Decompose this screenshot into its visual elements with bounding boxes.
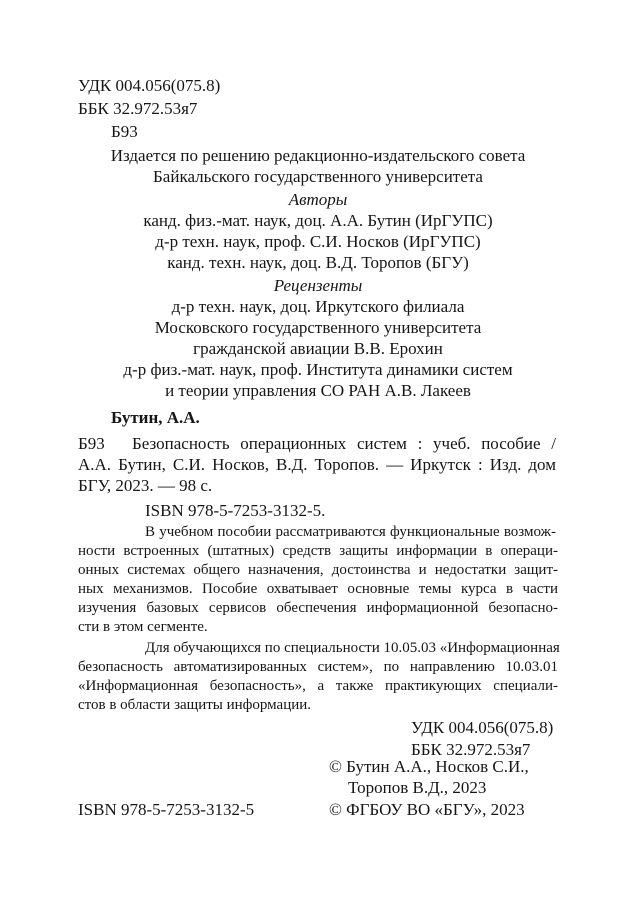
annotation-p1-line-1: В учебном пособии рассматриваются функциональные возмож- — [145, 524, 556, 540]
copyright-line-3: © ФГБОУ ВО «БГУ», 2023 — [329, 800, 525, 819]
annotation-p1-line-5: изучения базовых сервисов обеспечения информационной безопасно- — [78, 600, 558, 616]
catalog-author-heading: Бутин, А.А. — [111, 408, 200, 427]
catalog-isbn: ISBN 978-5-7253-3132-5. — [145, 501, 326, 520]
author-line-1: канд. физ.-мат. наук, доц. А.А. Бутин (ИрГУПС) — [143, 211, 493, 230]
copyright-line-2: Торопов В.Д., 2023 — [348, 778, 487, 797]
reviewer-line-4: д-р физ.-мат. наук, проф. Института динамики систем — [123, 360, 513, 379]
bbk-code-top: ББК 32.972.53я7 — [78, 99, 198, 118]
bbk-code-bottom: ББК 32.972.53я7 — [411, 740, 531, 759]
annotation-p2-line-3: «Информационная безопасность», а также практикующих специали- — [78, 678, 558, 694]
annotation-p2-line-1: Для обучающихся по специальности 10.05.03 «Информационная — [145, 640, 560, 656]
reviewer-line-5: и теории управления СО РАН А.В. Лакеев — [165, 381, 471, 400]
annotation-p2-line-4: стов в области защиты информации. — [78, 697, 312, 713]
author-mark-top: Б93 — [111, 122, 138, 141]
author-line-2: д-р техн. наук, проф. С.И. Носков (ИрГУПС) — [155, 232, 481, 251]
reviewers-heading: Рецензенты — [273, 276, 363, 295]
footer-isbn: ISBN 978-5-7253-3132-5 — [78, 800, 255, 819]
catalog-desc-line-1: Безопасность операционных систем : учеб. пособие / — [132, 434, 556, 453]
annotation-p2-line-2: безопасность автоматизированных систем», по направлению 10.03.01 — [78, 659, 558, 675]
annotation-p1-line-2: ности встроенных (штатных) средств защиты информации в операци- — [78, 543, 558, 559]
reviewer-line-1: д-р техн. наук, доц. Иркутского филиала — [171, 297, 465, 316]
author-line-3: канд. техн. наук, доц. В.Д. Торопов (БГУ) — [167, 253, 469, 272]
authors-heading: Авторы — [288, 190, 348, 209]
catalog-mark: Б93 — [78, 434, 105, 453]
reviewer-line-2: Московского государственного университета — [154, 318, 482, 337]
udk-code-bottom: УДК 004.056(075.8) — [411, 718, 554, 737]
annotation-p1-line-4: ных механизмов. Пособие охватывает основные темы курса в части — [78, 581, 558, 597]
publisher-note-line-2: Байкальского государственного университета — [153, 167, 483, 186]
publisher-note-line-1: Издается по решению редакционно-издательского совета — [110, 146, 526, 165]
annotation-p1-line-6: сти в этом сегменте. — [78, 619, 208, 635]
catalog-desc-line-2: А.А. Бутин, С.И. Носков, В.Д. Торопов. — Иркутск : Изд. дом — [78, 455, 556, 474]
catalog-desc-line-3: БГУ, 2023. — 98 с. — [78, 476, 213, 495]
udk-code-top: УДК 004.056(075.8) — [78, 76, 221, 95]
annotation-p1-line-3: онных системах общего назначения, достоинства и недостатки защит- — [78, 562, 558, 578]
reviewer-line-3: гражданской авиации В.В. Ерохин — [193, 339, 443, 358]
copyright-line-1: © Бутин А.А., Носков С.И., — [329, 757, 529, 776]
